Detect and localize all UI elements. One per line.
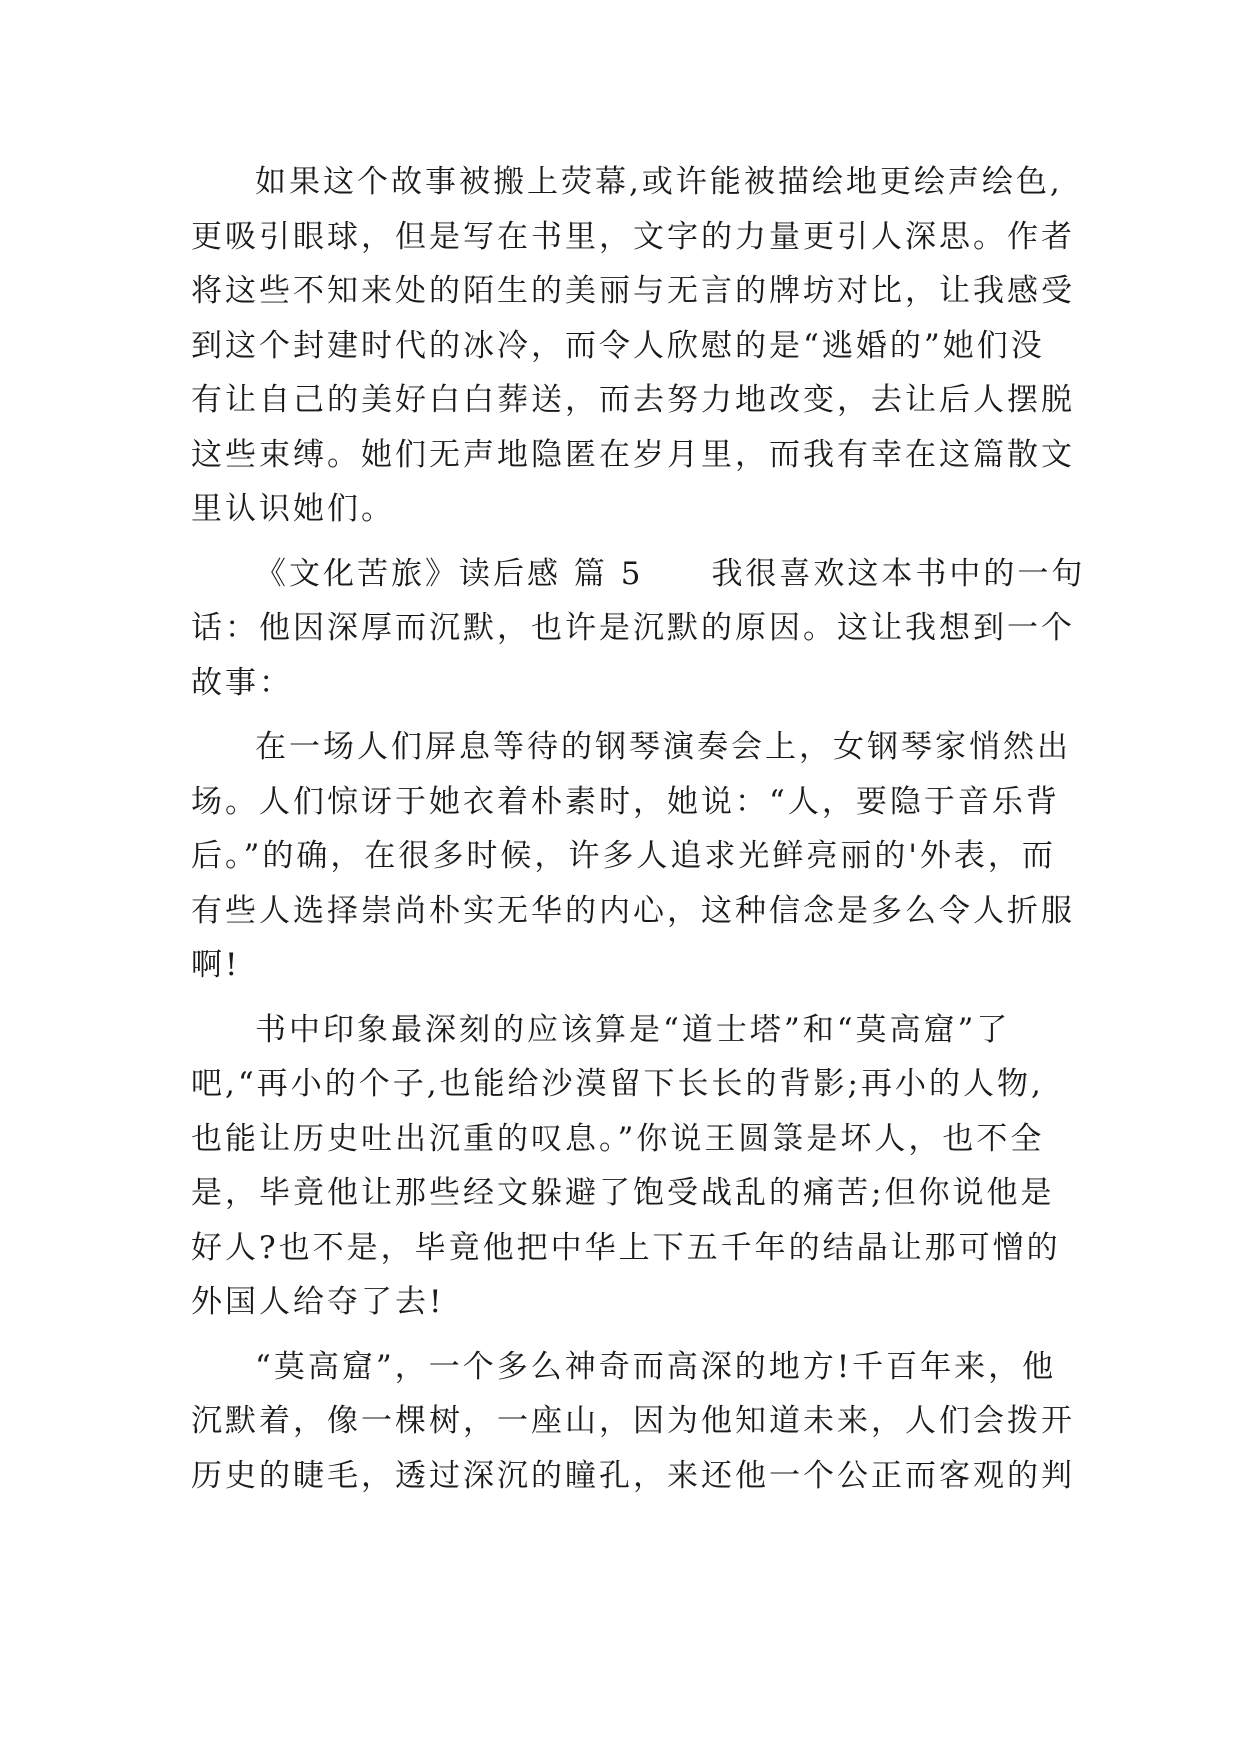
text-line-rest: 我很喜欢这本书中的一句 [711,555,1086,592]
paragraph-1 [191,155,1075,537]
paragraph-3 [191,720,1075,993]
text-line: 有让自己的美好白白葬送，而去努力地改变，去让后人摆脱 [191,382,1075,418]
paragraph-2 [191,547,1086,711]
text-line: 沉默着，像一棵树，一座山，因为他知道未来，人们会拨开 [191,1403,1075,1439]
section-heading: 《文化苦旅》读后感 篇 5 [255,555,644,592]
text-line: 历史的睫毛，透过深沉的瞳孔，来还他一个公正而客观的判 [191,1457,1075,1494]
text-line: 啊! [191,947,241,983]
text-line: 将这些不知来处的陌生的美丽与无言的牌坊对比，让我感受 [191,273,1075,309]
text-line: 话：他因深厚而沉默，也许是沉默的原因。这让我想到一个 [191,610,1075,646]
text-line: 是，毕竟他让那些经文躲避了饱受战乱的痛苦;但你说他是 [191,1175,1055,1211]
text-line: 里认识她们。 [191,491,395,527]
text-line: 也能让历史吐出沉重的叹息。”你说王圆箓是坏人，也不全 [191,1120,1045,1157]
paragraph-4 [191,1003,1071,1330]
document-body [191,155,1086,1503]
text-line: 故事： [191,664,293,701]
text-line: 好人?也不是，毕竟他把中华上下五千年的结晶让那可憎的 [191,1229,1061,1266]
text-line: 吧,“再小的个子,也能给沙漠留下长长的背影;再小的人物, [191,1066,1044,1102]
text-line: 这些束缚。她们无声地隐匿在岁月里，而我有幸在这篇散文 [191,436,1075,473]
text-line: “莫高窟”，一个多么神奇而高深的地方!千百年来，他 [255,1348,1057,1385]
text-line: 到这个封建时代的冰冷，而令人欣慰的是“逃婚的”她们没 [191,327,1045,364]
paragraph-5 [191,1340,1075,1504]
text-line: 有些人选择崇尚朴实无华的内心，这种信念是多么令人折服 [191,892,1075,929]
section-heading-line [191,547,1086,602]
text-line: 在一场人们屏息等待的钢琴演奏会上，女钢琴家悄然出 [255,729,1071,765]
text-line: 如果这个故事被搬上荧幕,或许能被描绘地更绘声绘色, [255,164,1063,200]
text-line: 场。人们惊讶于她衣着朴素时，她说：“人，要隐于音乐背 [191,783,1060,820]
text-line: 书中印象最深刻的应该算是“道士塔”和“莫高窟”了 [255,1011,1011,1048]
text-line: 外国人给夺了去! [191,1284,445,1320]
text-line: 更吸引眼球，但是写在书里，文字的力量更引人深思。作者 [191,218,1075,255]
text-line: 后。”的确，在很多时候，许多人追求光鲜亮丽的'外表，而 [191,838,1056,874]
